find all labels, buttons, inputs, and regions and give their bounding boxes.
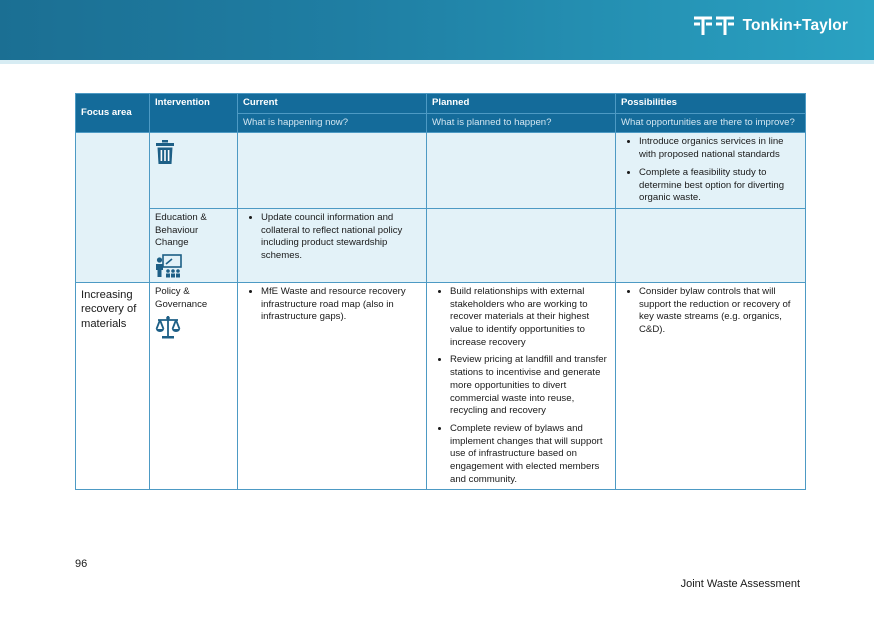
subheader-possibilities: What opportunities are there to improve?: [616, 113, 806, 133]
document-title: Joint Waste Assessment: [680, 578, 800, 590]
possibilities-cell: [616, 208, 806, 282]
possibilities-cell: [616, 133, 806, 209]
intervention-cell: [150, 208, 238, 282]
planned-cell: [427, 282, 616, 490]
possibilities-list: [621, 286, 800, 337]
list-item: • Build relationships with external stakeholders who are working to recover materials at their highest value to identify opportunities to increase recovery: [450, 286, 610, 350]
header-focus-area: Focus area: [76, 94, 150, 133]
table-row: [76, 282, 806, 490]
trash-bin-icon: [155, 140, 175, 164]
list-item: • MfE Waste and resource recovery infrastructure road map (also in infrastructure gaps).: [261, 286, 421, 324]
planned-cell: [427, 208, 616, 282]
header-strip: [0, 60, 874, 64]
header-intervention: Intervention: [150, 94, 238, 133]
intervention-label: Education & Behaviour Change: [155, 211, 207, 249]
header-current: Current: [238, 94, 427, 114]
focus-area-table: [75, 93, 806, 490]
list-item: • Review pricing at landfill and transfer stations to incentivise and generate more opportunities to divert commercial waste into reuse, recycling and recovery: [450, 354, 610, 418]
current-list: [243, 286, 421, 324]
intervention-label: Policy & Governance: [155, 285, 208, 310]
company-logo: [692, 15, 848, 37]
table-header-row: [76, 94, 806, 114]
possibilities-list: [621, 136, 800, 205]
current-cell: [238, 208, 427, 282]
list-item: • Complete a feasibility study to determine best option for diverting organic waste.: [639, 167, 800, 205]
focus-area-cell: [76, 133, 150, 283]
teacher-presentation-icon: [155, 254, 183, 278]
header-possibilities: Possibilities: [616, 94, 806, 114]
current-cell: [238, 133, 427, 209]
planned-list: [432, 286, 610, 487]
table-row: [76, 208, 806, 282]
current-list: [243, 212, 421, 263]
list-item: • Update council information and collateral to reflect national policy including product stewardship schemes.: [261, 212, 421, 263]
focus-area-cell: Increasing recovery of materials: [76, 282, 150, 490]
list-item: • Complete review of bylaws and implement changes that will support use of infrastructure based on engagement with elected members and community.: [450, 423, 610, 487]
intervention-cell: [150, 282, 238, 490]
subheader-planned: What is planned to happen?: [427, 113, 616, 133]
current-cell: [238, 282, 427, 490]
table-row: [76, 133, 806, 209]
header-planned: Planned: [427, 94, 616, 114]
list-item: • Consider bylaw controls that will support the reduction or recovery of key waste streams (e.g. organics, C&D).: [639, 286, 800, 337]
intervention-cell: [150, 133, 238, 209]
tt-logo-mark-icon: [692, 15, 738, 37]
scales-icon: [155, 315, 181, 339]
page-number: 96: [75, 558, 88, 570]
list-item: • Introduce organics services in line with proposed national standards: [639, 136, 800, 161]
subheader-current: What is happening now?: [238, 113, 427, 133]
planned-cell: [427, 133, 616, 209]
possibilities-cell: [616, 282, 806, 490]
company-name: Tonkin+Taylor: [742, 17, 848, 34]
